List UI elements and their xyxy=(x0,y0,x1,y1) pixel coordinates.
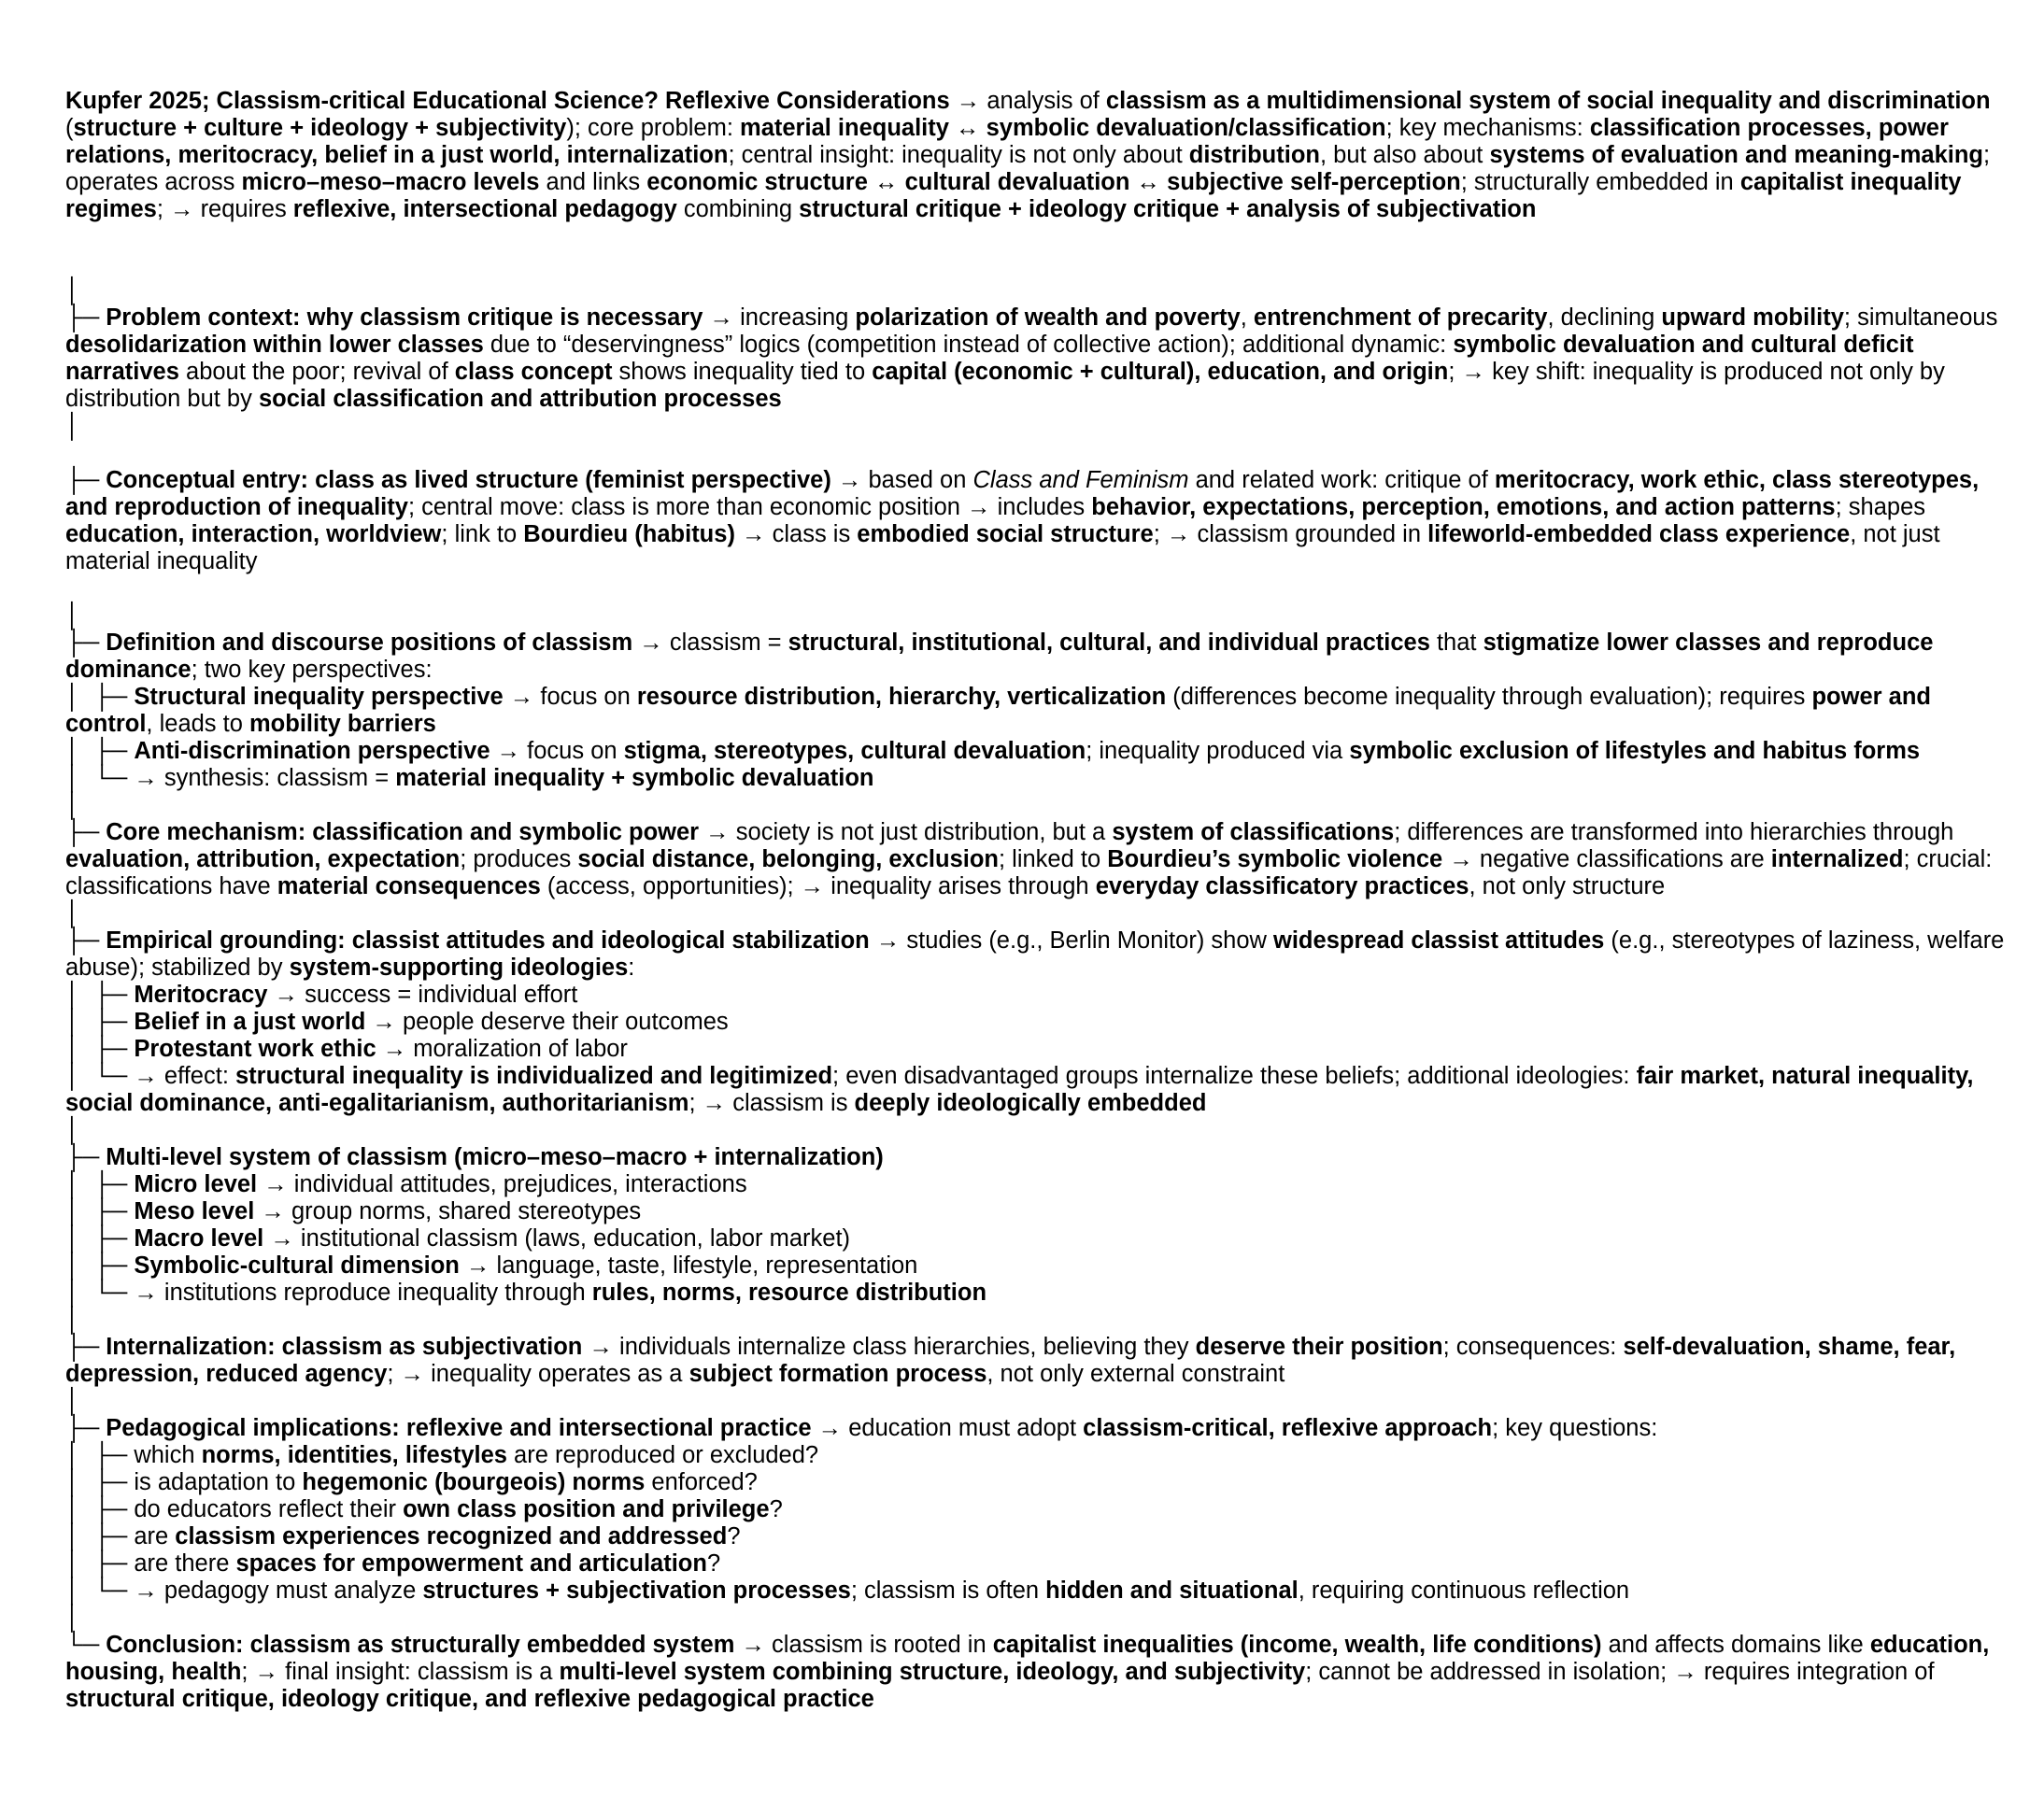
bold-text: Bourdieu (habitus) xyxy=(523,521,735,547)
bold-text: behavior, expectations, perception, emotions, and action patterns xyxy=(1091,494,1836,520)
tree-connector: │ ├─ xyxy=(65,738,135,764)
bold-text: structure + culture + ideology + subjectivity xyxy=(73,115,567,141)
outline-paragraph xyxy=(65,602,2009,630)
tree-connector: ├─ xyxy=(65,304,106,331)
bold-text: mobility barriers xyxy=(249,711,436,737)
plain-text: → focus on xyxy=(490,738,624,764)
outline-paragraph xyxy=(65,1605,2009,1632)
tree-connector: ├─ xyxy=(65,630,106,656)
plain-text: which xyxy=(134,1442,202,1468)
plain-text: ; → classism grounded in xyxy=(1153,521,1428,547)
outline-paragraph xyxy=(65,277,2009,304)
plain-text: about the poor; revival of xyxy=(178,359,455,385)
outline-paragraph xyxy=(65,1442,2009,1469)
bold-text: norms, identities, lifestyles xyxy=(201,1442,507,1468)
tree-connector: │ ├─ xyxy=(65,1442,135,1468)
bold-text: distribution xyxy=(1188,142,1320,168)
bold-text: Bourdieu’s symbolic violence xyxy=(1107,846,1443,872)
bold-text: systems of evaluation and meaning-making xyxy=(1489,142,1984,168)
outline-paragraph xyxy=(65,88,2009,223)
outline-paragraph xyxy=(65,304,2009,413)
plain-text: ; shapes xyxy=(1835,494,1926,520)
plain-text: ; linked to xyxy=(999,846,1108,872)
plain-text: ; central move: class is more than economic position → includes xyxy=(407,494,1092,520)
plain-text: ; key mechanisms: xyxy=(1385,115,1590,141)
bold-text: fair market, natural inequality, social dominance, anti-egalitarianism, authoritarianism xyxy=(65,1063,1974,1116)
paragraph-spacer xyxy=(65,575,2009,602)
plain-text: ; central insight: inequality is not only about xyxy=(728,142,1189,168)
bold-text: entrenchment of precarity xyxy=(1253,304,1548,331)
tree-connector: │ ├─ xyxy=(65,1496,135,1522)
bold-text: Structural inequality perspective xyxy=(134,684,504,710)
bold-text: Meso level xyxy=(134,1198,255,1224)
tree-connector: │ ├─ xyxy=(65,1523,135,1549)
bold-text: rules, norms, resource distribution xyxy=(591,1280,987,1306)
bold-text: resource distribution, hierarchy, verticalization xyxy=(636,684,1167,710)
plain-text: → classism is rooted in xyxy=(734,1632,993,1658)
plain-text: → analysis of xyxy=(949,88,1106,114)
plain-text: ; → classism is xyxy=(688,1090,855,1116)
bold-text: evaluation, attribution, expectation xyxy=(65,846,461,872)
plain-text: ; cannot be addressed in isolation; → requires integration of xyxy=(1305,1659,1935,1685)
bold-text: lifeworld-embedded class experience xyxy=(1427,521,1851,547)
plain-text: : xyxy=(628,955,635,981)
plain-text: ; two key perspectives: xyxy=(191,657,433,683)
bold-text: material consequences xyxy=(277,873,541,899)
bold-text: widespread classist attitudes xyxy=(1273,927,1605,954)
bold-text: Protestant work ethic xyxy=(134,1036,376,1062)
bold-text: stigmatize lower classes and reproduce dominance xyxy=(65,630,1934,683)
outline-paragraph xyxy=(65,1496,2009,1523)
tree-connector: │ xyxy=(65,1307,80,1333)
plain-text: , requiring continuous reflection xyxy=(1298,1578,1630,1604)
bold-text: Conclusion: classism as structurally embedded system xyxy=(106,1632,735,1658)
tree-connector: │ └─ xyxy=(65,765,135,791)
bold-text: self-devaluation, shame, fear, depression, reduced agency xyxy=(65,1334,1956,1387)
tree-connector: │ └─ xyxy=(65,1578,135,1604)
tree-connector: │ xyxy=(65,1117,80,1143)
plain-text: that xyxy=(1429,630,1483,656)
outline-paragraph xyxy=(65,1334,2009,1388)
bold-text: Core mechanism: classification and symbolic power xyxy=(106,819,700,845)
tree-connector: │ ├─ xyxy=(65,1469,135,1495)
tree-connector: │ └─ xyxy=(65,1280,135,1306)
plain-text: ); core problem: xyxy=(566,115,741,141)
bold-text: hegemonic (bourgeois) norms xyxy=(302,1469,646,1495)
plain-text: are there xyxy=(134,1550,236,1577)
plain-text: shows inequality tied to xyxy=(612,359,873,385)
tree-connector: │ xyxy=(65,900,80,927)
bold-text: internalized xyxy=(1770,846,1904,872)
plain-text: → institutions reproduce inequality through xyxy=(134,1280,592,1306)
tree-connector: │ └─ xyxy=(65,1063,135,1089)
bold-text: upward mobility xyxy=(1661,304,1844,331)
bold-text: polarization of wealth and poverty xyxy=(855,304,1241,331)
plain-text: combining xyxy=(676,196,800,222)
plain-text: → people deserve their outcomes xyxy=(365,1009,729,1035)
bold-text: Definition and discourse positions of classism xyxy=(106,630,633,656)
plain-text: , not only external constraint xyxy=(987,1361,1285,1387)
plain-text: → focus on xyxy=(503,684,637,710)
bold-text: Kupfer 2025; Classism-critical Educational Science? Reflexive Considerations xyxy=(65,88,950,114)
tree-connector: ├─ xyxy=(65,1334,106,1360)
bold-text: Micro level xyxy=(134,1171,258,1197)
plain-text: ( xyxy=(65,115,74,141)
outline-paragraph xyxy=(65,1036,2009,1063)
outline-paragraph xyxy=(65,1388,2009,1415)
bold-text: system of classifications xyxy=(1112,819,1395,845)
outline-paragraph xyxy=(65,1144,2009,1171)
plain-text: and related work: critique of xyxy=(1188,467,1495,493)
outline-paragraph xyxy=(65,1578,2009,1605)
tree-connector: ├─ xyxy=(65,819,106,845)
bold-text: Conceptual entry: class as lived structure (feminist perspective) xyxy=(106,467,831,493)
tree-connector: │ xyxy=(65,792,80,818)
plain-text: due to “deservingness” logics (competition instead of collective action); additional dynamic: xyxy=(483,332,1454,358)
bold-text: reflexive, intersectional pedagogy xyxy=(292,196,677,222)
plain-text: → class is xyxy=(734,521,858,547)
plain-text: ; → key shift: inequality is produced not only by distribution but by xyxy=(65,359,1945,412)
bold-text: education, interaction, worldview xyxy=(65,521,442,547)
tree-connector: │ xyxy=(65,1605,80,1631)
tree-connector: ├─ xyxy=(65,927,106,954)
tree-connector: │ ├─ xyxy=(65,1252,135,1279)
bold-text: Empirical grounding: classist attitudes and ideological stabilization xyxy=(106,927,870,954)
plain-text: → individual attitudes, prejudices, interactions xyxy=(257,1171,747,1197)
bold-text: Macro level xyxy=(134,1225,264,1252)
bold-text: everyday classificatory practices xyxy=(1095,873,1469,899)
bold-text: multi-level system combining structure, ideology, and subjectivity xyxy=(559,1659,1306,1685)
tree-connector: │ ├─ xyxy=(65,1198,135,1224)
bold-text: classism-critical, reflexive approach xyxy=(1083,1415,1493,1441)
bold-text: Pedagogical implications: reflexive and intersectional practice xyxy=(106,1415,812,1441)
outline-paragraph xyxy=(65,1415,2009,1442)
plain-text: → education must adopt xyxy=(811,1415,1084,1441)
bold-text: capitalist inequality regimes xyxy=(65,169,1962,222)
tree-connector: │ ├─ xyxy=(65,1550,135,1577)
outline-paragraph xyxy=(65,1523,2009,1550)
plain-text: → moralization of labor xyxy=(376,1036,628,1062)
plain-text: (e.g., stereotypes of laziness, welfare abuse); stabilized by xyxy=(65,927,2005,981)
outline-paragraph xyxy=(65,1469,2009,1496)
plain-text: ; crucial: classifications have xyxy=(65,846,1993,899)
bold-text: Belief in a just world xyxy=(134,1009,366,1035)
bold-text: system-supporting ideologies xyxy=(289,955,629,981)
outline-paragraph xyxy=(65,900,2009,927)
plain-text: → individuals internalize class hierarchies, believing they xyxy=(582,1334,1196,1360)
outline-paragraph xyxy=(65,1307,2009,1334)
plain-text: → studies (e.g., Berlin Monitor) show xyxy=(869,927,1274,954)
outline-paragraph xyxy=(65,738,2009,765)
bold-text: education, housing, health xyxy=(65,1632,1990,1685)
plain-text: → synthesis: classism = xyxy=(134,765,396,791)
plain-text: are xyxy=(134,1523,176,1549)
bold-text: structural inequality is individualized and legitimized xyxy=(235,1063,833,1089)
bold-text: structural critique + ideology critique + analysis of subjectivation xyxy=(799,196,1537,222)
bold-text: classism experiences recognized and addressed xyxy=(175,1523,728,1549)
outline-paragraph xyxy=(65,765,2009,792)
bold-text: structures + subjectivation processes xyxy=(422,1578,851,1604)
paragraph-spacer xyxy=(65,223,2009,277)
tree-connector: │ xyxy=(65,602,80,629)
tree-connector: │ ├─ xyxy=(65,1009,135,1035)
tree-connector: │ xyxy=(65,413,80,439)
outline-paragraph xyxy=(65,1280,2009,1307)
bold-text: micro–meso–macro levels xyxy=(241,169,540,195)
bold-text: hidden and situational xyxy=(1045,1578,1299,1604)
plain-text: ; operates across xyxy=(65,142,1991,195)
outline-paragraph xyxy=(65,819,2009,900)
plain-text: ; even disadvantaged groups internalize these beliefs; additional ideologies: xyxy=(832,1063,1637,1089)
bold-text: Symbolic-cultural dimension xyxy=(134,1252,460,1279)
plain-text: → success = individual effort xyxy=(267,982,578,1008)
bold-text: power and control xyxy=(65,684,1931,737)
plain-text: ; produces xyxy=(460,846,578,872)
outline-paragraph xyxy=(65,1171,2009,1198)
bold-text: embodied social structure xyxy=(857,521,1154,547)
outline-paragraph xyxy=(65,684,2009,738)
tree-connector: │ ├─ xyxy=(65,982,135,1008)
outline-paragraph xyxy=(65,1550,2009,1578)
tree-connector: │ ├─ xyxy=(65,1225,135,1252)
plain-text: , not just material inequality xyxy=(65,521,1940,574)
plain-text: ; link to xyxy=(441,521,524,547)
outline-paragraph xyxy=(65,630,2009,684)
bold-text: deeply ideologically embedded xyxy=(854,1090,1207,1116)
tree-connector: │ ├─ xyxy=(65,1036,135,1062)
bold-text: capitalist inequalities (income, wealth, life conditions) xyxy=(992,1632,1602,1658)
outline-paragraph xyxy=(65,927,2009,982)
plain-text: ; differences are transformed into hierarchies through xyxy=(1394,819,1954,845)
bold-text: classification processes, power relations, meritocracy, belief in a just world, internalization xyxy=(65,115,1949,168)
bold-text: social classification and attribution processes xyxy=(258,386,782,412)
plain-text: ; simultaneous xyxy=(1843,304,1998,331)
plain-text: , declining xyxy=(1547,304,1662,331)
plain-text: , xyxy=(1240,304,1254,331)
plain-text: → based on xyxy=(830,467,973,493)
outline-paragraph xyxy=(65,467,2009,575)
plain-text: ; → inequality operates as a xyxy=(387,1361,689,1387)
plain-text: → language, taste, lifestyle, representation xyxy=(459,1252,918,1279)
plain-text: ; → requires xyxy=(156,196,293,222)
plain-text: , not only structure xyxy=(1469,873,1666,899)
bold-text: economic structure ↔ cultural devaluation ↔ subjective self-perception xyxy=(646,169,1461,195)
plain-text: are reproduced or excluded? xyxy=(506,1442,819,1468)
bold-text: meritocracy, work ethic, class stereotypes, and reproduction of inequality xyxy=(65,467,1980,520)
plain-text: ; key questions: xyxy=(1492,1415,1658,1441)
bold-text: structural, institutional, cultural, and individual practices xyxy=(788,630,1430,656)
bold-text: class concept xyxy=(454,359,613,385)
bold-text: Problem context: why classism critique is necessary xyxy=(106,304,703,331)
bold-text: desolidarization within lower classes xyxy=(65,332,484,358)
plain-text: , leads to xyxy=(146,711,249,737)
plain-text: ; classism is often xyxy=(850,1578,1046,1604)
plain-text: is adaptation to xyxy=(134,1469,303,1495)
bold-text: spaces for empowerment and articulation xyxy=(235,1550,707,1577)
plain-text: ; → final insight: classism is a xyxy=(241,1659,560,1685)
tree-connector: │ xyxy=(65,277,80,304)
plain-text: enforced? xyxy=(645,1469,758,1495)
plain-text: ; structurally embedded in xyxy=(1460,169,1740,195)
bold-text: Multi-level system of classism (micro–meso–macro + internalization) xyxy=(106,1144,884,1170)
plain-text: → classism = xyxy=(632,630,788,656)
plain-text: (differences become inequality through evaluation); requires xyxy=(1166,684,1812,710)
plain-text: and links xyxy=(539,169,647,195)
outline-paragraph xyxy=(65,1009,2009,1036)
bold-text: material inequality ↔ symbolic devaluation/classification xyxy=(740,115,1386,141)
bold-text: structural critique, ideology critique, and reflexive pedagogical practice xyxy=(65,1686,874,1712)
outline-paragraph xyxy=(65,413,2009,440)
tree-connector: │ xyxy=(65,1388,80,1414)
outline-paragraph xyxy=(65,1252,2009,1280)
bold-text: stigma, stereotypes, cultural devaluation xyxy=(623,738,1086,764)
bold-text: material inequality + symbolic devaluation xyxy=(395,765,874,791)
plain-text: ? xyxy=(727,1523,741,1549)
tree-connector: ├─ xyxy=(65,1144,106,1170)
plain-text: do educators reflect their xyxy=(134,1496,404,1522)
bold-text: own class position and privilege xyxy=(403,1496,770,1522)
bold-text: Anti-discrimination perspective xyxy=(134,738,490,764)
bold-text: symbolic exclusion of lifestyles and habitus forms xyxy=(1349,738,1921,764)
tree-connector: └─ xyxy=(65,1632,106,1658)
outline-paragraph xyxy=(65,1063,2009,1117)
bold-text: Internalization: classism as subjectivation xyxy=(106,1334,583,1360)
bold-text: social distance, belonging, exclusion xyxy=(577,846,999,872)
paragraph-spacer xyxy=(65,440,2009,467)
tree-connector: │ ├─ xyxy=(65,684,135,710)
bold-text: symbolic devaluation and cultural deficit narratives xyxy=(65,332,1914,385)
document-body xyxy=(65,88,2009,1713)
outline-paragraph xyxy=(65,1198,2009,1225)
plain-text: → group norms, shared stereotypes xyxy=(254,1198,642,1224)
tree-connector: ├─ xyxy=(65,1415,106,1441)
plain-text: ? xyxy=(769,1496,783,1522)
outline-paragraph xyxy=(65,1632,2009,1713)
outline-paragraph xyxy=(65,982,2009,1009)
plain-text: → negative classifications are xyxy=(1442,846,1771,872)
outline-paragraph xyxy=(65,1225,2009,1252)
outline-paragraph xyxy=(65,792,2009,819)
plain-text: ? xyxy=(706,1550,721,1577)
outline-paragraph xyxy=(65,1117,2009,1144)
plain-text: ; inequality produced via xyxy=(1086,738,1350,764)
plain-text: , but also about xyxy=(1319,142,1490,168)
bold-text: deserve their position xyxy=(1195,1334,1443,1360)
plain-text: → pedagogy must analyze xyxy=(134,1578,423,1604)
plain-text: ; consequences: xyxy=(1442,1334,1624,1360)
plain-text: (access, opportunities); → inequality arises through xyxy=(540,873,1096,899)
bold-text: Meritocracy xyxy=(134,982,268,1008)
plain-text: → effect: xyxy=(134,1063,235,1089)
bold-text: classism as a multidimensional system of social inequality and discrimination xyxy=(1105,88,1991,114)
plain-text: and affects domains like xyxy=(1601,1632,1870,1658)
bold-text: subject formation process xyxy=(688,1361,987,1387)
bold-text: capital (economic + cultural), education, and origin xyxy=(872,359,1449,385)
tree-connector: ├─ xyxy=(65,467,106,493)
plain-text: → society is not just distribution, but a xyxy=(699,819,1113,845)
tree-connector: │ ├─ xyxy=(65,1171,135,1197)
italic-title: Class and Feminism xyxy=(972,467,1189,493)
plain-text: → institutional classism (laws, education, labor market) xyxy=(263,1225,851,1252)
plain-text: → increasing xyxy=(703,304,856,331)
